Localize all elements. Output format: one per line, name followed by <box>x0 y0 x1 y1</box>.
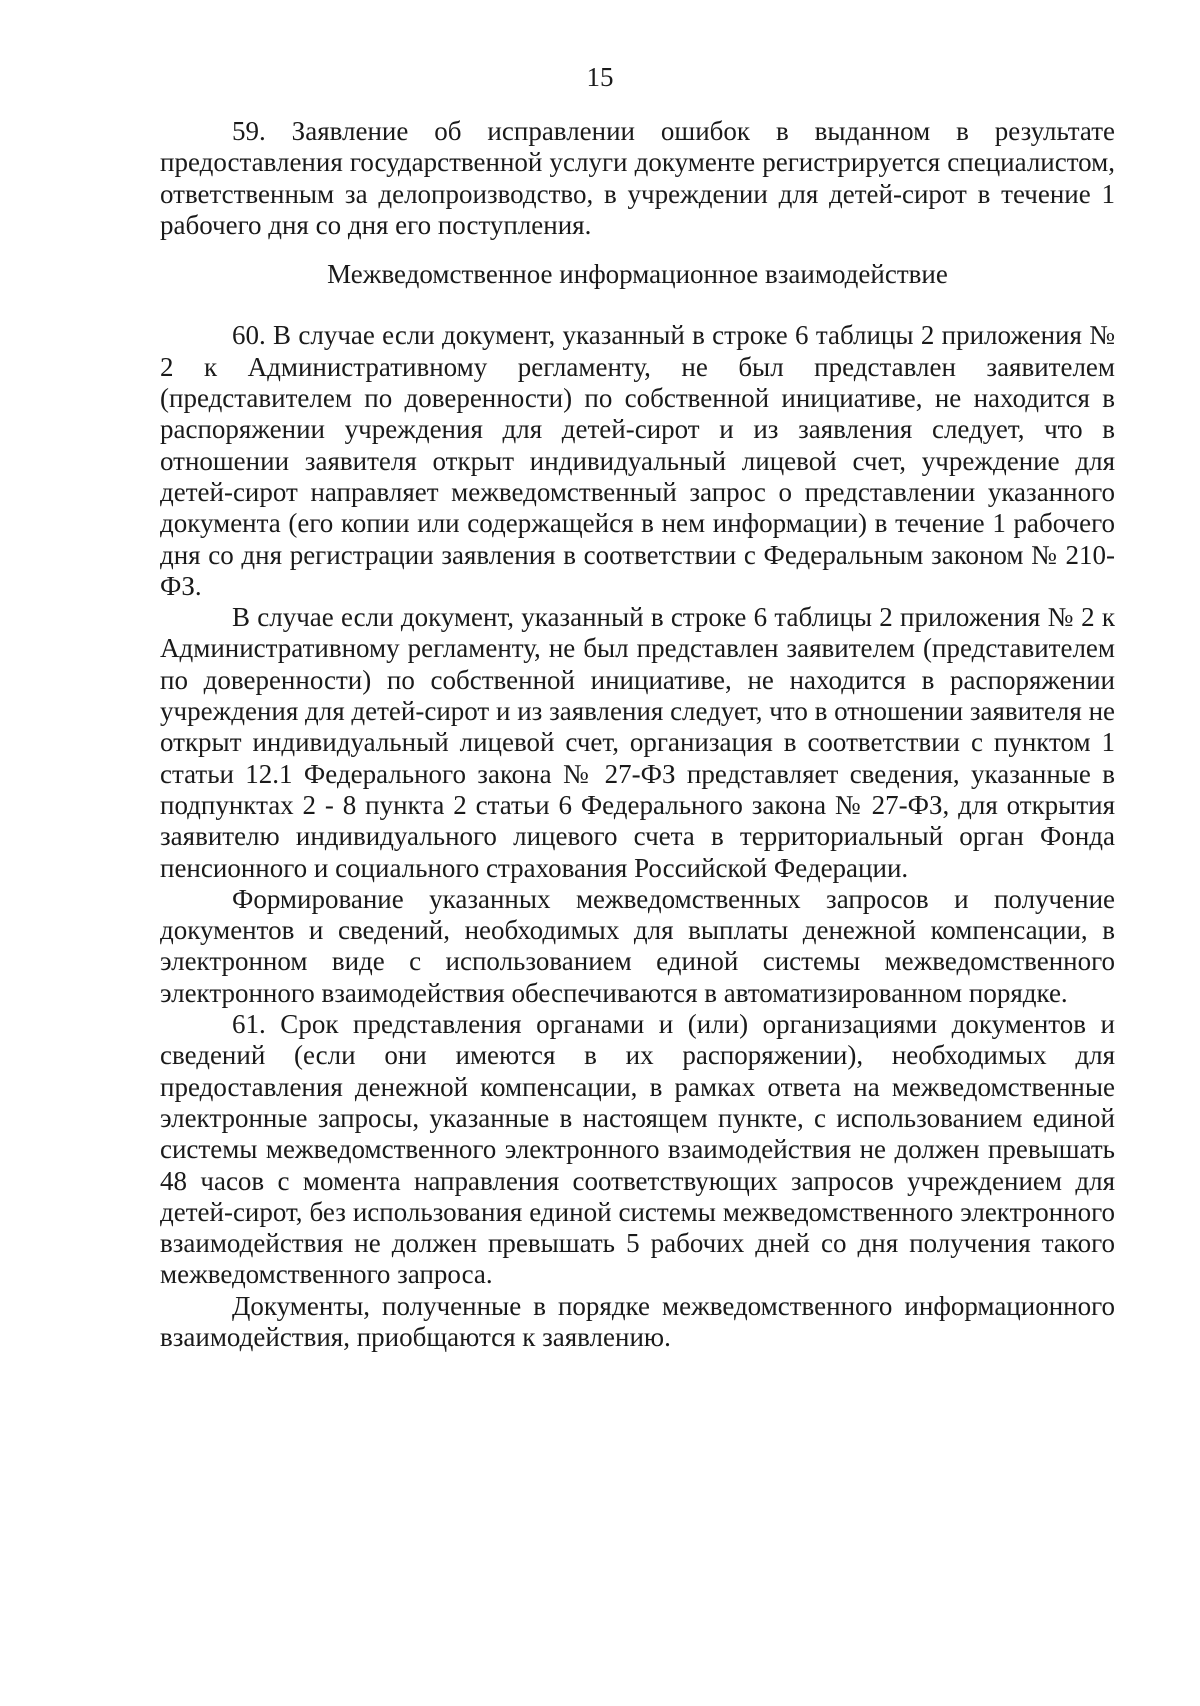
document-body <box>160 116 1115 1353</box>
paragraph-61: 61. Срок представления органами и (или) организациями документов и сведений (если они имеются в их распоряжении), необходимых для предоставления денежной компенсации, в рамках ответа на межведомственные электронные запросы, указанные в настоящем пункте, с использованием единой системы межведомственного электронного взаимодействия не должен превышать 48 часов с момента направления соответствующих запросов учреждением для детей-сирот, без использования единой системы межведомственного электронного взаимодействия не должен превышать 5 рабочих дней со дня получения такого межведомственного запроса. <box>160 1009 1115 1290</box>
section-heading: Межведомственное информационное взаимодействие <box>327 259 948 290</box>
paragraph-60-second: В случае если документ, указанный в строке 6 таблицы 2 приложения № 2 к Административному регламенту, не был представлен заявителем (представителем по доверенности) по собственной инициативе, не находится в распоряжении учреждения для детей-сирот и из заявления следует, что в отношении заявителя не открыт индивидуальный лицевой счет, организация в соответствии с пунктом 1 статьи 12.1 Федерального закона № 27-ФЗ представляет сведения, указанные в подпунктах 2 - 8 пункта 2 статьи 6 Федерального закона № 27-ФЗ, для открытия заявителю индивидуального лицевого счета в территориальный орган Фонда пенсионного и социального страхования Российской Федерации. <box>160 602 1115 883</box>
paragraph-59: 59. Заявление об исправлении ошибок в выданном в результате предоставления государственной услуги документе регистрируется специалистом, ответственным за делопроизводство, в учреждении для детей-сирот в течение 1 рабочего дня со дня его поступления. <box>160 116 1115 240</box>
page-number: 15 <box>586 62 614 92</box>
paragraph-60-third: Формирование указанных межведомственных запросов и получение документов и сведений, необходимых для выплаты денежной компенсации, в электронном виде с использованием единой системы межведомственного электронного взаимодействия обеспечиваются в автоматизированном порядке. <box>160 883 1115 1008</box>
paragraph-61-second: Документы, полученные в порядке межведомственного информационного взаимодействия, приобщаются к заявлению. <box>160 1290 1115 1352</box>
paragraph-60: 60. В случае если документ, указанный в строке 6 таблицы 2 приложения № 2 к Административному регламенту, не был представлен заявителем (представителем по доверенности) по собственной инициативе, не находится в распоряжении учреждения для детей-сирот и из заявления следует, что в отношении заявителя открыт индивидуальный лицевой счет, учреждение для детей-сирот направляет межведомственный запрос о представлении указанного документа (его копии или содержащейся в нем информации) в течение 1 рабочего дня со дня регистрации заявления в соответствии с Федеральным законом № 210-ФЗ. <box>160 320 1115 601</box>
